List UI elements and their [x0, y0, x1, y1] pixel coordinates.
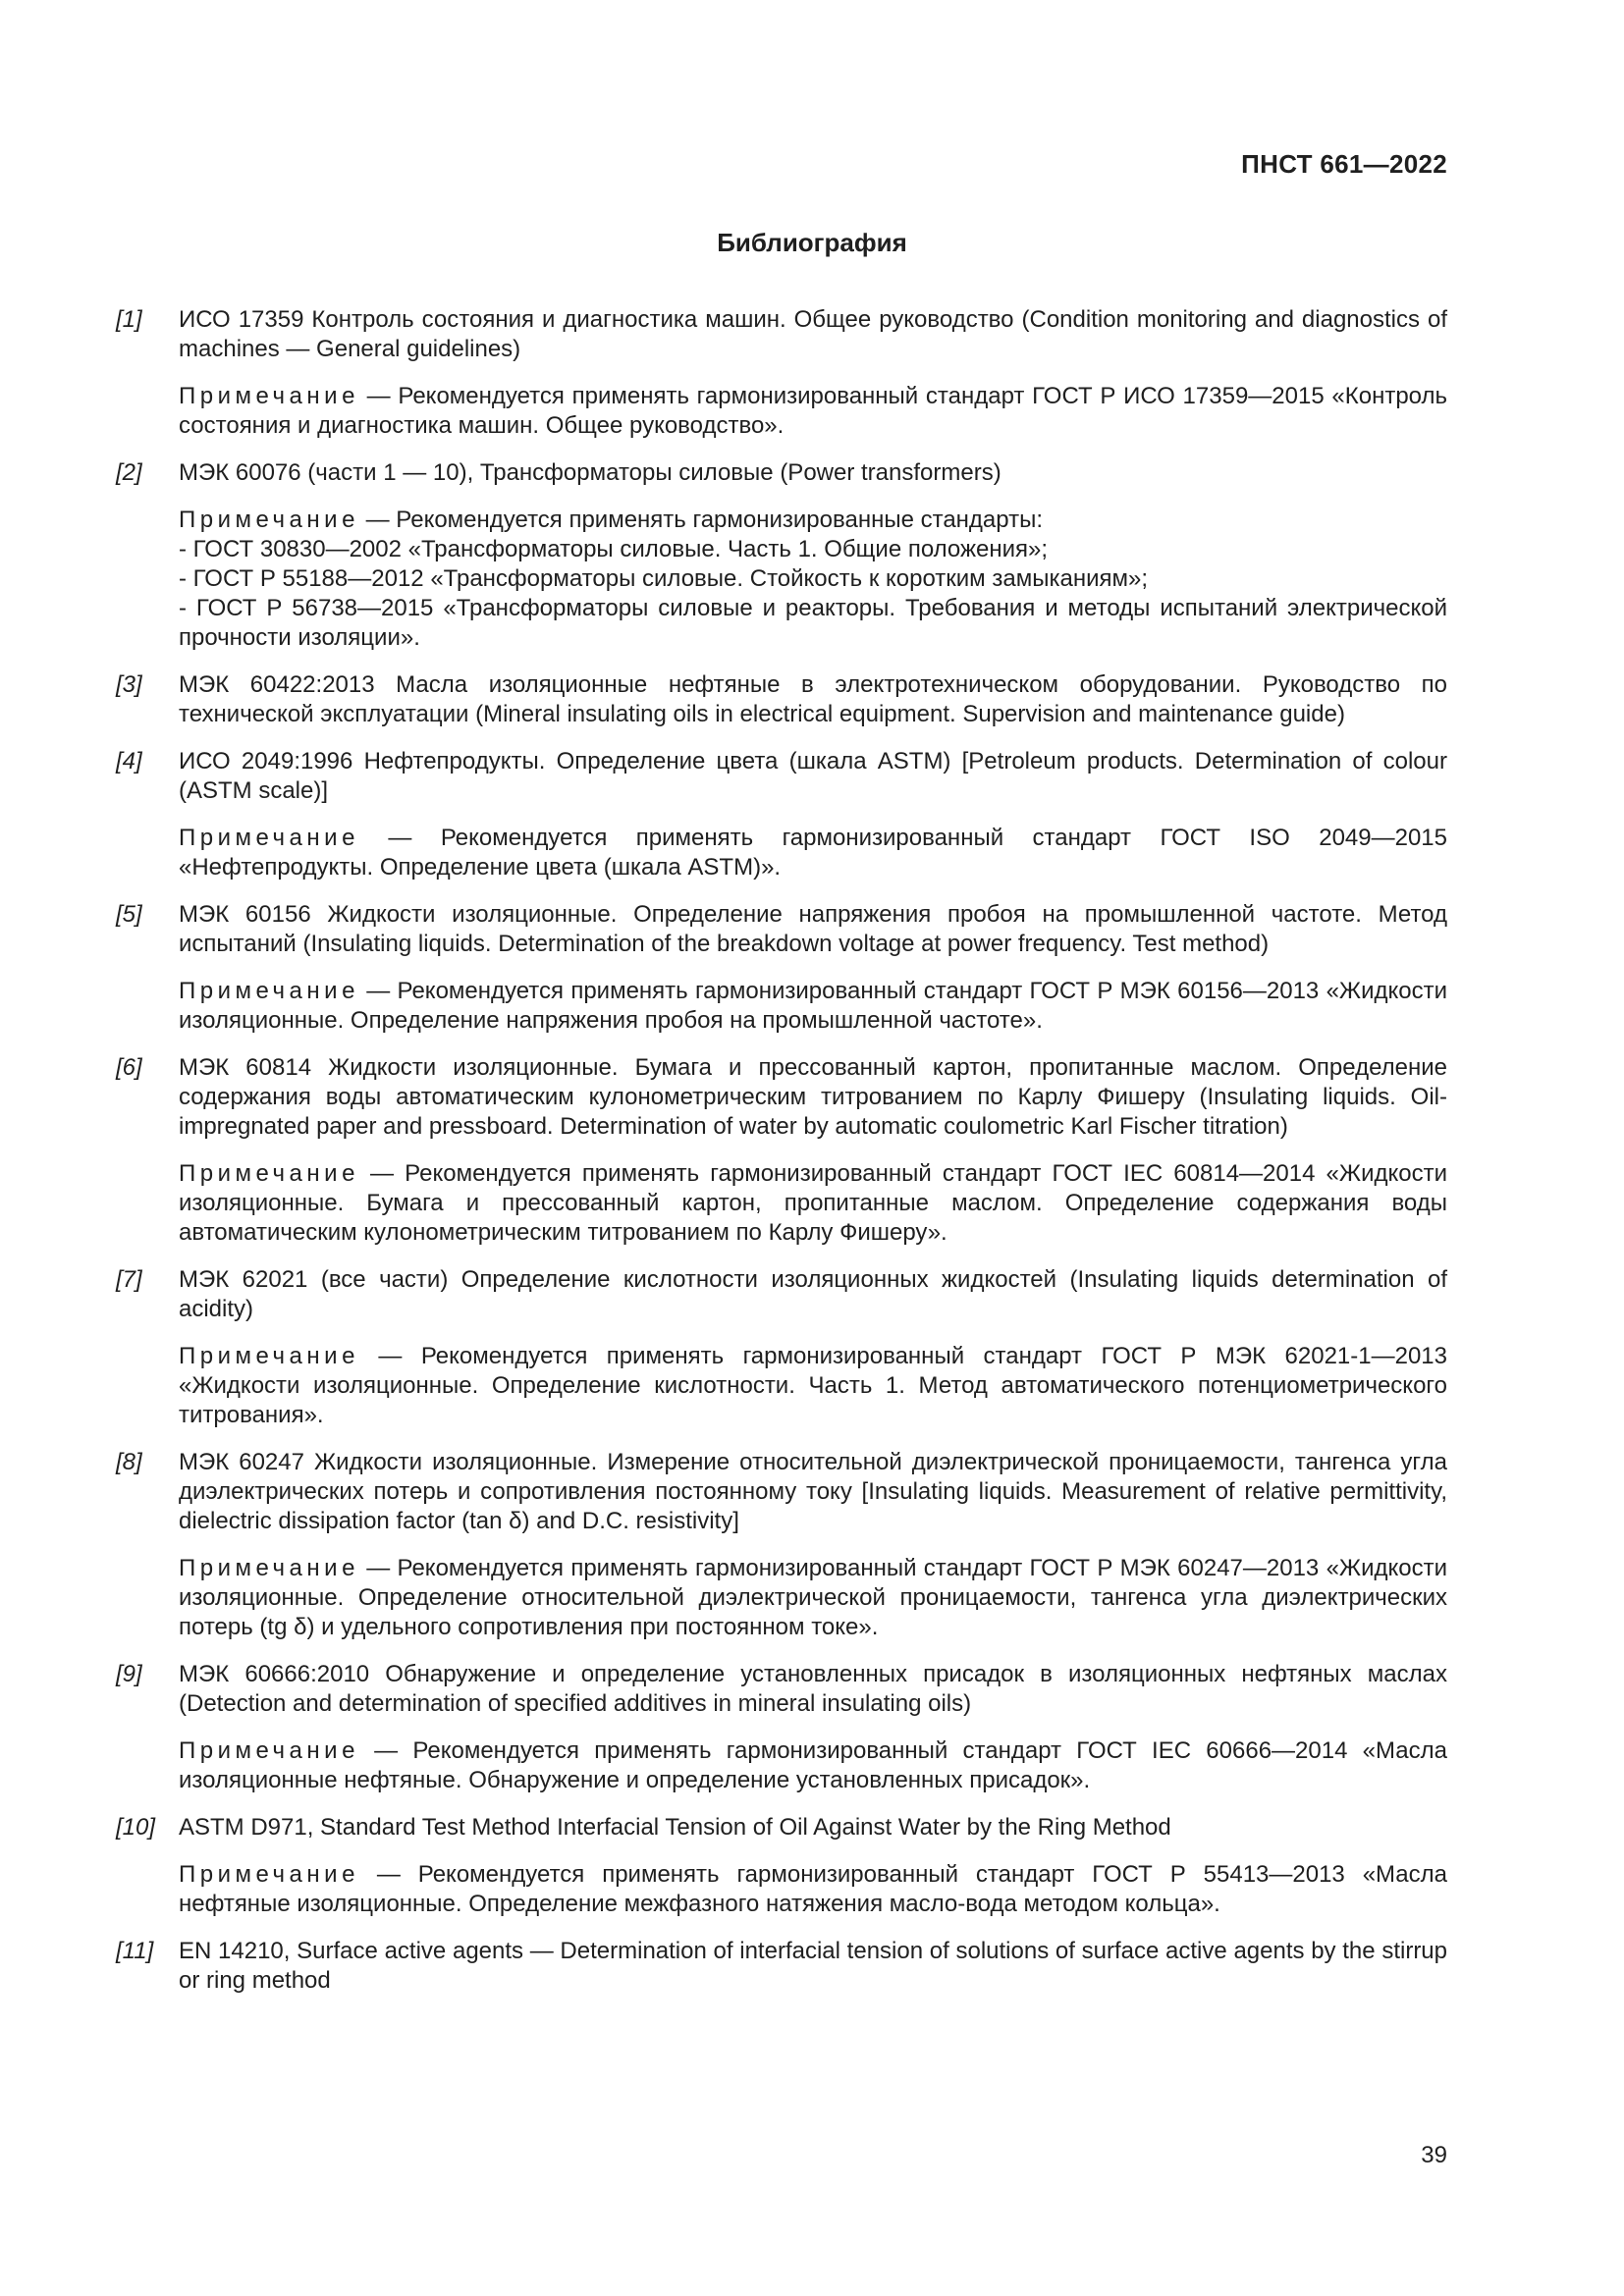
note-text: — Рекомендуется применять гармонизированный стандарт ГОСТ IEC 60814—2014 «Жидкости изоляционные. Бумага и прессованный картон, пропитанные маслом. Определение содержания воды автоматическим кулонометрическим титрованием по Карлу Фишеру».	[179, 1160, 1447, 1246]
entry-text: МЭК 60247 Жидкости изоляционные. Измерение относительной диэлектрической проницаемости, тангенса угла диэлектрических потерь и сопротивления постоянному току [Insulating liquids. Measurement of relative permittivity, dielectric dissipation factor (tan δ) and D.C. resistivity]	[179, 1449, 1447, 1534]
entry-text: EN 14210, Surface active agents — Determination of interfacial tension of solutions of surface active agents by the stirrup or ring method	[179, 1938, 1447, 1994]
note-label: Примечание	[179, 825, 359, 851]
note-label: Примечание	[179, 383, 359, 409]
entry-number: [1]	[116, 306, 142, 333]
bibliography-entry	[116, 747, 1447, 882]
bibliography-entry	[116, 900, 1447, 1036]
note-label: Примечание	[179, 1555, 359, 1581]
entry-note	[179, 1554, 1447, 1642]
bibliography-entry	[116, 305, 1447, 441]
entry-note	[179, 506, 1447, 653]
entry-text: МЭК 60076 (части 1 — 10), Трансформаторы силовые (Power transformers)	[179, 459, 1001, 486]
entry-note	[179, 824, 1447, 882]
entry-note	[179, 382, 1447, 441]
note-text: — Рекомендуется применять гармонизированный стандарт ГОСТ ISO 2049—2015 «Нефтепродукты. Определение цвета (шкала ASTM)».	[179, 825, 1447, 881]
bibliography-entry	[116, 1265, 1447, 1430]
entry-text: МЭК 60814 Жидкости изоляционные. Бумага и прессованный картон, пропитанные маслом. Определение содержания воды автоматическим кулонометрическим титрованием по Карлу Фишеру (Insulating liquids. Oil-impregnated paper and pressboard. Determination of water by automatic coulometric Karl Fischer titration)	[179, 1054, 1447, 1140]
bibliography-entry	[116, 1660, 1447, 1795]
note-list-item: - ГОСТ 30830—2002 «Трансформаторы силовые. Часть 1. Общие положения»;	[179, 536, 1049, 562]
bibliography-entry	[116, 1053, 1447, 1248]
note-list-item: - ГОСТ Р 55188—2012 «Трансформаторы силовые. Стойкость к коротким замыканиям»;	[179, 565, 1148, 592]
entry-text: ИСО 17359 Контроль состояния и диагностика машин. Общее руководство (Condition monitoring and diagnostics of machines — General guidelines)	[179, 306, 1447, 362]
entry-text: МЭК 60156 Жидкости изоляционные. Определение напряжения пробоя на промышленной частоте. Метод испытаний (Insulating liquids. Determination of the breakdown voltage at power frequency. Test method)	[179, 901, 1447, 957]
entry-number: [3]	[116, 671, 142, 698]
note-text: — Рекомендуется применять гармонизированные стандарты:	[365, 507, 1044, 533]
entry-note	[179, 1736, 1447, 1795]
note-label: Примечание	[179, 1343, 359, 1369]
bibliography-entry	[116, 1937, 1447, 1996]
entry-number: [2]	[116, 459, 142, 486]
note-text: — Рекомендуется применять гармонизированный стандарт ГОСТ Р ИСО 17359—2015 «Контроль состояния и диагностика машин. Общее руководство».	[179, 383, 1447, 439]
note-text: — Рекомендуется применять гармонизированный стандарт ГОСТ Р МЭК 60156—2013 «Жидкости изоляционные. Определение напряжения пробоя на промышленной частоте».	[179, 978, 1448, 1034]
note-label: Примечание	[179, 978, 359, 1004]
entry-number: [11]	[116, 1938, 154, 1964]
entry-number: [6]	[116, 1054, 142, 1081]
note-text: — Рекомендуется применять гармонизированный стандарт ГОСТ Р 55413—2013 «Масла нефтяные изоляционные. Определение межфазного натяжения масло-вода методом кольца».	[179, 1861, 1447, 1917]
entry-text: МЭК 62021 (все части) Определение кислотности изоляционных жидкостей (Insulating liquids determination of acidity)	[179, 1266, 1447, 1322]
note-text: — Рекомендуется применять гармонизированный стандарт ГОСТ Р МЭК 60247—2013 «Жидкости изоляционные. Определение относительной диэлектрической проницаемости, тангенса угла диэлектрических потерь (tg δ) и удельного сопротивления при постоянном токе».	[179, 1555, 1448, 1640]
entry-note	[179, 977, 1447, 1036]
entry-number: [7]	[116, 1266, 142, 1293]
document-id: ПНСТ 661—2022	[1241, 149, 1447, 179]
bibliography-entry	[116, 1448, 1447, 1642]
bibliography-entry	[116, 458, 1447, 653]
entry-text: ИСО 2049:1996 Нефтепродукты. Определение цвета (шкала ASTM) [Petroleum products. Determination of colour (ASTM scale)]	[179, 748, 1447, 804]
note-label: Примечание	[179, 1861, 359, 1888]
bibliography-entry	[116, 670, 1447, 729]
entry-number: [10]	[116, 1814, 156, 1841]
entry-text: ASTM D971, Standard Test Method Interfacial Tension of Oil Against Water by the Ring Method	[179, 1814, 1171, 1841]
entry-note	[179, 1159, 1447, 1248]
note-label: Примечание	[179, 1737, 359, 1764]
entry-number: [9]	[116, 1661, 142, 1687]
entry-text: МЭК 60666:2010 Обнаружение и определение установленных присадок в изоляционных нефтяных маслах (Detection and determination of specified additives in mineral insulating oils)	[179, 1661, 1447, 1717]
page-number: 39	[1421, 2142, 1447, 2168]
bibliography-entry	[116, 1813, 1447, 1919]
entry-note	[179, 1342, 1447, 1430]
entry-note	[179, 1860, 1447, 1919]
page-title: Библиография	[717, 228, 907, 257]
entry-number: [5]	[116, 901, 142, 928]
note-text: — Рекомендуется применять гармонизированный стандарт ГОСТ IEC 60666—2014 «Масла изоляционные нефтяные. Обнаружение и определение установленных присадок».	[179, 1737, 1447, 1793]
entry-text: МЭК 60422:2013 Масла изоляционные нефтяные в электротехническом оборудовании. Руководство по технической эксплуатации (Mineral insulating oils in electrical equipment. Supervision and maintenance guide)	[179, 671, 1447, 727]
note-list-item: - ГОСТ Р 56738—2015 «Трансформаторы силовые и реакторы. Требования и методы испытаний электрической прочности изоляции».	[179, 595, 1447, 651]
entry-number: [8]	[116, 1449, 142, 1475]
note-label: Примечание	[179, 507, 359, 533]
note-text: — Рекомендуется применять гармонизированный стандарт ГОСТ Р МЭК 62021-1—2013 «Жидкости изоляционные. Определение кислотности. Часть 1. Метод автоматического потенциометрического титрования».	[179, 1343, 1448, 1428]
entry-number: [4]	[116, 748, 142, 774]
note-label: Примечание	[179, 1160, 359, 1187]
bibliography-list	[116, 305, 1447, 2013]
